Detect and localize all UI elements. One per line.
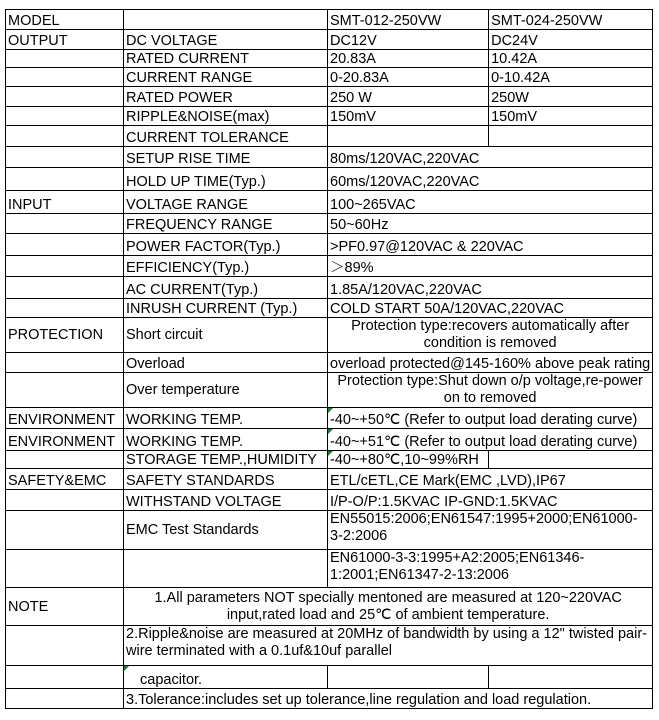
current-range-v2: 0-10.42A (489, 68, 653, 87)
blank-cell (6, 87, 124, 107)
row-note-3 (6, 689, 653, 709)
voltage-range-value: 100~265VAC (328, 191, 653, 214)
hold-up-label: HOLD UP TIME(Typ.) (124, 168, 328, 191)
blank-cell (6, 50, 124, 68)
emc-value-1: EN55015:2006;EN61547:1995+2000;EN61000-3-2:2006 (328, 511, 653, 550)
model-col2: SMT-024-250VW (489, 10, 653, 30)
row-hold-up (6, 168, 653, 191)
short-circuit-value: Protection type:recovers automatically after condition is removed (328, 318, 653, 353)
rated-power-v2: 250W (489, 87, 653, 107)
model-blank (124, 10, 328, 30)
row-ripple (6, 107, 653, 126)
blank-cell (6, 451, 124, 469)
blank-cell (6, 147, 124, 168)
withstand-label: WITHSTAND VOLTAGE (124, 490, 328, 511)
model-label: MODEL (6, 10, 124, 30)
blank-cell (6, 689, 124, 709)
note-3: 3.Tolerance:includes set up tolerance,line regulation and load regulation. (124, 689, 653, 709)
setup-rise-value: 80ms/120VAC,220VAC (328, 147, 653, 168)
output-label: OUTPUT (6, 30, 124, 50)
overload-label: Overload (124, 353, 328, 373)
power-factor-label: POWER FACTOR(Typ.) (124, 234, 328, 256)
blank-cell (6, 353, 124, 373)
blank-cell (6, 234, 124, 256)
inrush-current-label: INRUSH CURRENT (Typ.) (124, 299, 328, 318)
blank-cell (6, 550, 124, 588)
note-label: NOTE (6, 588, 124, 626)
ripple-label: RIPPLE&NOISE(max) (124, 107, 328, 126)
ripple-v1: 150mV (328, 107, 489, 126)
overload-value: overload protected@145-160% above peak rating (328, 353, 653, 373)
row-note-1 (6, 588, 653, 626)
row-withstand (6, 490, 653, 511)
blank-cell (6, 511, 124, 550)
blank-cell (6, 107, 124, 126)
input-label: INPUT (6, 191, 124, 214)
blank-cell (6, 490, 124, 511)
row-note-2b (6, 666, 653, 689)
row-over-temperature (6, 373, 653, 408)
row-efficiency (6, 256, 653, 277)
row-working-temp-1 (6, 408, 653, 429)
blank-cell (6, 299, 124, 318)
blank-cell (328, 666, 489, 689)
ripple-v2: 150mV (489, 107, 653, 126)
row-working-temp-2 (6, 429, 653, 451)
over-temperature-label: Over temperature (124, 373, 328, 408)
emc-label: EMC Test Standards (124, 511, 328, 550)
row-short-circuit (6, 318, 653, 353)
row-model (6, 10, 653, 30)
row-frequency-range (6, 214, 653, 234)
blank-cell (489, 126, 653, 147)
blank-cell (328, 126, 489, 147)
blank-cell (6, 256, 124, 277)
row-ac-current (6, 277, 653, 299)
blank-cell (6, 214, 124, 234)
short-circuit-label: Short circuit (124, 318, 328, 353)
working-temp-value: -40~+50℃ (Refer to output load derating curve) (328, 408, 653, 429)
row-note-2 (6, 626, 653, 666)
note-2-continued: capacitor. (124, 666, 328, 689)
rated-power-v1: 250 W (328, 87, 489, 107)
over-temperature-value: Protection type:Shut down o/p voltage,re-power on to removed (328, 373, 653, 408)
dc-voltage-v1: DC12V (328, 30, 489, 50)
row-current-tolerance (6, 126, 653, 147)
row-rated-power (6, 87, 653, 107)
blank-cell (6, 277, 124, 299)
inrush-current-value: COLD START 50A/120VAC,220VAC (328, 299, 653, 318)
blank-cell (124, 550, 328, 588)
blank-cell (6, 666, 124, 689)
hold-up-value: 60ms/120VAC,220VAC (328, 168, 653, 191)
note-1: 1.All parameters NOT specially mentoned are measured at 120~220VAC input,rated load and 25℃ of ambient temperature. (124, 588, 653, 626)
rated-current-v2: 10.42A (489, 50, 653, 68)
current-range-label: CURRENT RANGE (124, 68, 328, 87)
protection-label: PROTECTION (6, 318, 124, 353)
dc-voltage-v2: DC24V (489, 30, 653, 50)
power-factor-value: >PF0.97@120VAC & 220VAC (328, 234, 653, 256)
model-col1: SMT-012-250VW (328, 10, 489, 30)
row-power-factor (6, 234, 653, 256)
safety-standards-value: ETL/cETL,CE Mark(EMC ,LVD),IP67 (328, 469, 653, 490)
rated-current-label: RATED CURRENT (124, 50, 328, 68)
voltage-range-label: VOLTAGE RANGE (124, 191, 328, 214)
blank-cell (6, 168, 124, 191)
environment-label: ENVIRONMENT (6, 408, 124, 429)
working-temp-label: WORKING TEMP. (124, 408, 328, 429)
efficiency-value: ＞89% (328, 256, 653, 277)
row-safety-standards (6, 469, 653, 490)
emc-value-2: EN61000-3-3:1995+A2:2005;EN61346-1:2001;EN61347-2-13:2006 (328, 550, 653, 588)
blank-cell (6, 126, 124, 147)
safety-label: SAFETY&EMC (6, 469, 124, 490)
storage-value: -40~+80℃,10~99%RH (328, 451, 489, 469)
setup-rise-label: SETUP RISE TIME (124, 147, 328, 168)
row-current-range (6, 68, 653, 87)
blank-cell (6, 626, 124, 666)
row-setup-rise (6, 147, 653, 168)
withstand-value: I/P-O/P:1.5KVAC IP-GND:1.5KVAC (328, 490, 653, 511)
rated-current-v1: 20.83A (328, 50, 489, 68)
row-emc-2 (6, 550, 653, 588)
row-storage (6, 451, 653, 469)
row-inrush-current (6, 299, 653, 318)
row-emc-1 (6, 511, 653, 550)
row-voltage-range (6, 191, 653, 214)
blank-cell (489, 451, 653, 469)
safety-standards-label: SAFETY STANDARDS (124, 469, 328, 490)
row-rated-current (6, 50, 653, 68)
ac-current-value: 1.85A/120VAC,220VAC (328, 277, 653, 299)
frequency-range-label: FREQUENCY RANGE (124, 214, 328, 234)
working-temp-value: -40~+51℃ (Refer to output load derating curve) (328, 429, 653, 451)
efficiency-label: EFFICIENCY(Typ.) (124, 256, 328, 277)
environment-label: ENVIRONMENT (6, 429, 124, 451)
ac-current-label: AC CURRENT(Typ.) (124, 277, 328, 299)
storage-label: STORAGE TEMP.,HUMIDITY (124, 451, 328, 469)
dc-voltage-label: DC VOLTAGE (124, 30, 328, 50)
current-tolerance-label: CURRENT TOLERANCE (124, 126, 328, 147)
row-overload (6, 353, 653, 373)
current-range-v1: 0-20.83A (328, 68, 489, 87)
frequency-range-value: 50~60Hz (328, 214, 653, 234)
working-temp-label: WORKING TEMP. (124, 429, 328, 451)
rated-power-label: RATED POWER (124, 87, 328, 107)
row-dc-voltage (6, 30, 653, 50)
note-2: 2.Ripple&noise are measured at 20MHz of bandwidth by using a 12" twisted pair-wire terminated with a 0.1uf&10uf parallel (124, 626, 653, 666)
spec-table (5, 9, 653, 709)
blank-cell (6, 68, 124, 87)
blank-cell (489, 666, 653, 689)
blank-cell (6, 373, 124, 408)
